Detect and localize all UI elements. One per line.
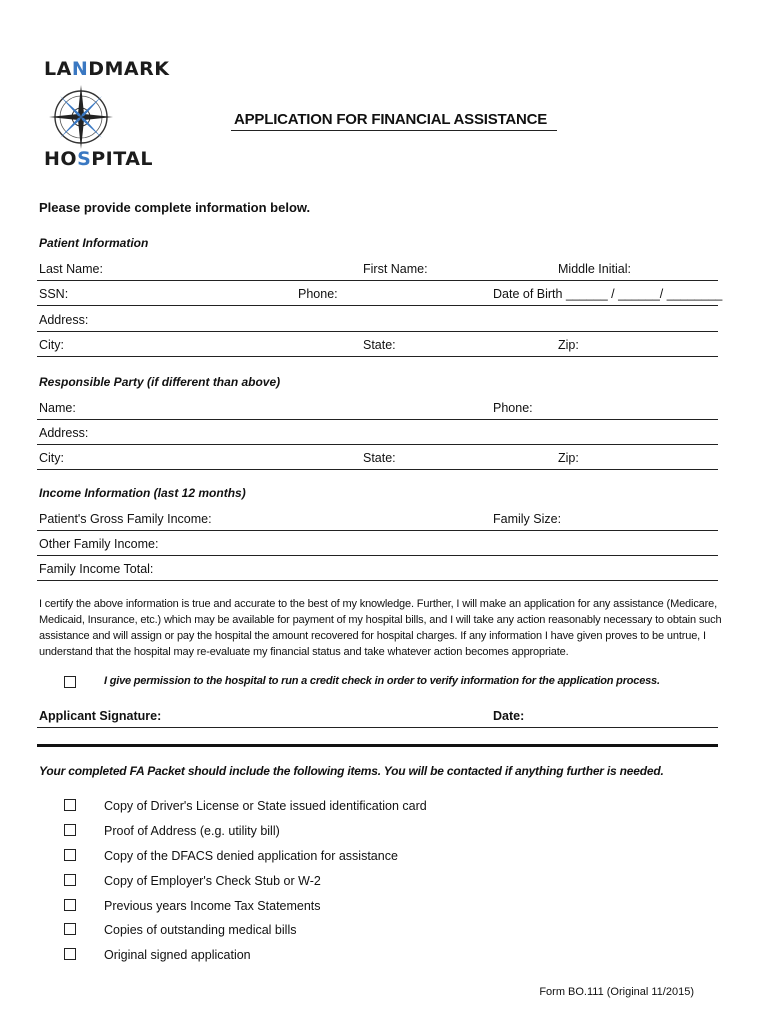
checklist-checkbox[interactable] — [64, 948, 76, 960]
resp-name-field[interactable] — [37, 419, 718, 420]
checklist-checkbox[interactable] — [64, 824, 76, 836]
checklist-item: Previous years Income Tax Statements — [104, 899, 321, 913]
section-divider — [37, 744, 718, 747]
responsible-heading: Responsible Party (if different than above) — [39, 375, 281, 389]
resp-city-field[interactable] — [37, 469, 718, 470]
checklist-checkbox[interactable] — [64, 923, 76, 935]
certify-line: understand that the hospital may re-evaluate my financial status and take whatever action becomes appropriate. — [39, 646, 569, 658]
certify-line: assistance and will assign or pay the hospital the amount recovered for hospital charges. If any information I have given proves to be untrue, I — [39, 630, 706, 642]
checklist-checkbox[interactable] — [64, 874, 76, 886]
last-name-field[interactable] — [37, 280, 718, 281]
checklist-item: Proof of Address (e.g. utility bill) — [104, 824, 280, 838]
other-income-label: Other Family Income: — [39, 537, 159, 551]
intro-text: Please provide complete information below. — [39, 200, 311, 215]
checklist-checkbox[interactable] — [64, 799, 76, 811]
resp-phone-label: Phone: — [493, 401, 533, 415]
certify-line: Medicaid, Insurance, etc.) which may be available for payment of my hospital bills, and I will take any action reasonably necessary to obtain such — [39, 614, 722, 626]
compass-logo-icon — [48, 84, 114, 150]
zip-label: Zip: — [558, 338, 579, 352]
checklist-checkbox[interactable] — [64, 899, 76, 911]
first-name-label: First Name: — [363, 262, 428, 276]
middle-initial-label: Middle Initial: — [558, 262, 631, 276]
checklist-item: Copy of Driver's License or State issued identification card — [104, 799, 427, 813]
phone-label: Phone: — [298, 287, 338, 301]
credit-check-checkbox[interactable] — [64, 676, 76, 688]
packet-note: Your completed FA Packet should include the following items. You will be contacted if anything further is needed. — [39, 764, 664, 778]
resp-zip-label: Zip: — [558, 451, 579, 465]
last-name-label: Last Name: — [39, 262, 103, 276]
checklist-item: Copies of outstanding medical bills — [104, 923, 297, 937]
other-income-field[interactable] — [37, 555, 718, 556]
logo-hospital: HOSPITAL — [44, 148, 154, 170]
checklist-item: Copy of Employer's Check Stub or W-2 — [104, 874, 321, 888]
address-field[interactable] — [37, 331, 718, 332]
patient-heading: Patient Information — [39, 236, 149, 250]
income-heading: Income Information (last 12 months) — [39, 486, 246, 500]
logo-landmark: LANDMARK — [44, 58, 170, 80]
certify-line: I certify the above information is true and accurate to the best of my knowledge. Further, I will make an application for any assistance (Medicare, — [39, 598, 718, 610]
resp-name-label: Name: — [39, 401, 76, 415]
resp-address-label: Address: — [39, 426, 89, 440]
checklist-item: Original signed application — [104, 948, 251, 962]
form-title: APPLICATION FOR FINANCIAL ASSISTANCE — [234, 111, 548, 128]
resp-state-label: State: — [363, 451, 396, 465]
resp-city-label: City: — [39, 451, 64, 465]
city-label: City: — [39, 338, 64, 352]
date-label: Date: — [493, 709, 525, 723]
address-label: Address: — [39, 313, 89, 327]
checklist-item: Copy of the DFACS denied application for assistance — [104, 849, 398, 863]
city-field[interactable] — [37, 356, 718, 357]
ssn-field[interactable] — [37, 305, 718, 306]
title-underline — [231, 130, 557, 131]
certification-paragraph — [39, 596, 739, 660]
gross-income-label: Patient's Gross Family Income: — [39, 512, 212, 526]
resp-address-field[interactable] — [37, 444, 718, 445]
form-footer: Form BO.111 (Original 11/2015) — [539, 986, 694, 998]
income-total-field[interactable] — [37, 580, 718, 581]
ssn-label: SSN: — [39, 287, 69, 301]
signature-field[interactable] — [37, 727, 718, 728]
dob-label: Date of Birth ______ / ______/ ________ — [493, 287, 723, 301]
family-size-label: Family Size: — [493, 512, 562, 526]
checklist-checkbox[interactable] — [64, 849, 76, 861]
income-total-label: Family Income Total: — [39, 562, 154, 576]
gross-income-field[interactable] — [37, 530, 718, 531]
state-label: State: — [363, 338, 396, 352]
applicant-signature-label: Applicant Signature: — [39, 709, 162, 723]
credit-check-label: I give permission to the hospital to run a credit check in order to verify information for the application process. — [104, 675, 660, 687]
